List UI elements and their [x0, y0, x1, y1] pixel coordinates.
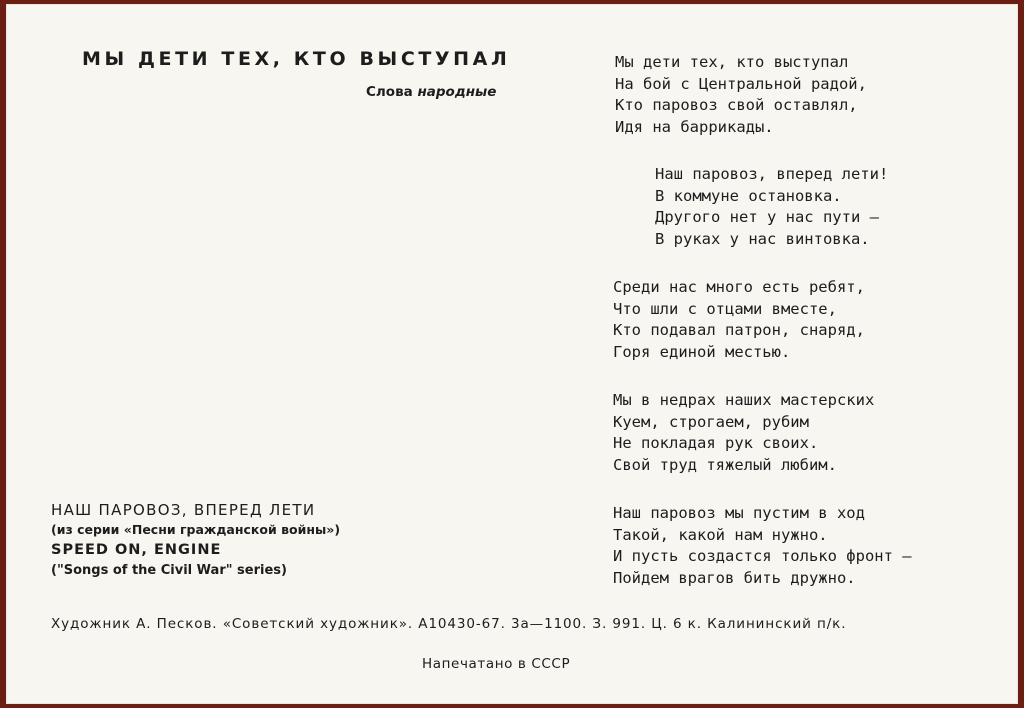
lyric-line: В руках у нас винтовка.: [655, 229, 870, 248]
lyric-line: Наш паровоз, вперед лети!: [655, 165, 889, 183]
lyric-line: Куем, строгаем, рубим: [613, 412, 809, 431]
song-title: МЫ ДЕТИ ТЕХ, КТО ВЫСТУПАЛ: [82, 48, 511, 70]
lyric-line: Горя единой местью.: [613, 342, 791, 361]
verse-1: [615, 52, 867, 138]
verse-4: [613, 390, 874, 476]
lyric-line: Среди нас много есть ребят,: [613, 278, 865, 296]
lyric-line: Кто подавал патрон, снаряд,: [613, 321, 865, 339]
lyric-line: Наш паровоз мы пустим в ход: [613, 504, 865, 522]
lyric-line: Мы дети тех, кто выступал: [615, 53, 849, 71]
lyric-line: На бой с Центральной радой,: [615, 74, 867, 93]
caption-title-en: SPEED ON, ENGINE: [51, 542, 222, 558]
lyric-line: И пусть создастся только фронт —: [613, 547, 912, 565]
lyric-line: Что шли с отцами вместе,: [613, 299, 837, 318]
caption-series: (из серии «Песни гражданской войны»): [51, 522, 341, 537]
verse-5: [613, 503, 912, 589]
lyrics-author: [366, 84, 496, 100]
author-name: народные: [417, 84, 497, 100]
lyric-line: Мы в недрах наших мастерских: [613, 391, 875, 409]
lyric-line: Не покладая рук своих.: [613, 434, 819, 452]
postcard-caption: [51, 500, 340, 581]
caption-title: НАШ ПАРОВОЗ, ВПЕРЕД ЛЕТИ: [51, 501, 316, 519]
printed-in: Напечатано в СССР: [422, 656, 571, 672]
lyric-line: Пойдем врагов бить дружно.: [613, 568, 856, 587]
lyric-line: В коммуне остановка.: [655, 186, 842, 205]
caption-series-en: ("Songs of the Civil War" series): [51, 563, 287, 578]
lyric-line: Кто паровоз свой оставлял,: [615, 96, 858, 114]
lyric-line: Такой, какой нам нужно.: [613, 525, 828, 544]
lyric-line: Идя на баррикады.: [615, 117, 774, 136]
verse-2-chorus: [655, 164, 888, 250]
author-prefix: Слова: [366, 84, 418, 100]
lyric-line: Свой труд тяжелый любим.: [613, 455, 837, 474]
lyric-line: Другого нет у нас пути —: [655, 208, 879, 226]
publisher-imprint: Художник А. Песков. «Советский художник». А10430-67. 3а—1100. З. 991. Ц. 6 к. Калининский п/к.: [51, 616, 847, 632]
verse-3: [613, 277, 865, 363]
postcard-back: [6, 4, 1018, 704]
